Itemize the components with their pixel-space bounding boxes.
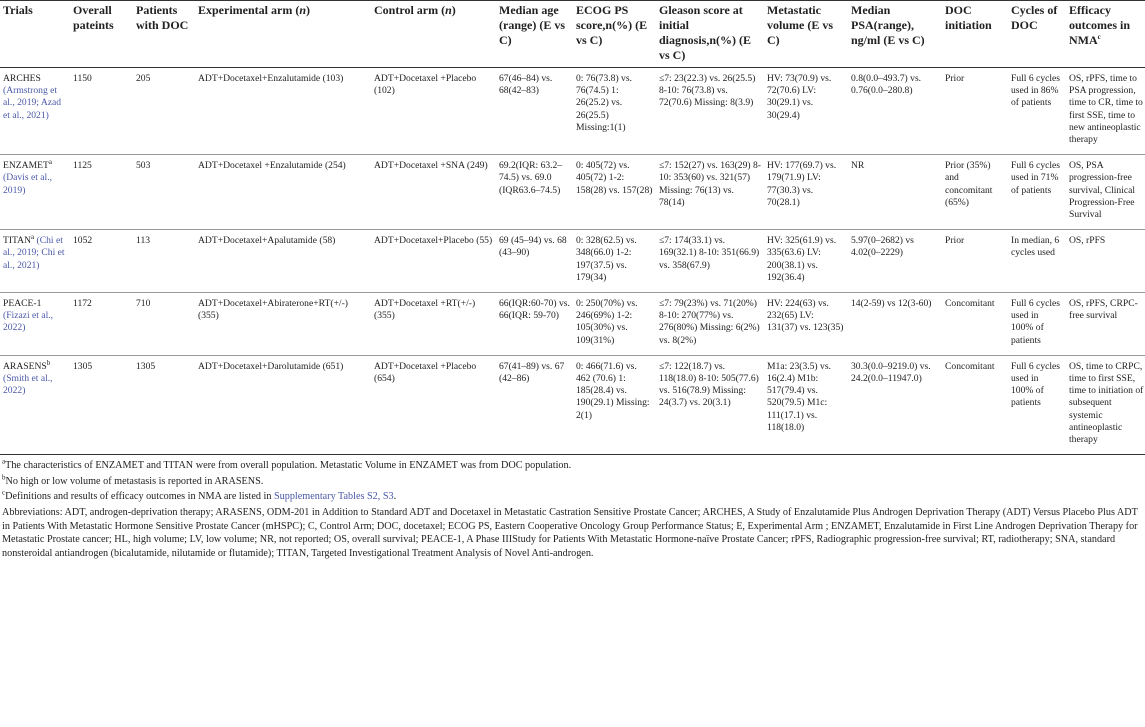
cell-age: 66(IQR:60-70) vs. 66(IQR: 59-70) xyxy=(499,298,570,322)
column-header xyxy=(573,1,656,68)
cell-cycles: Full 6 cycles used in 100% of patients xyxy=(1011,360,1061,409)
trial-name: PEACE-1 xyxy=(3,298,42,310)
cell-experimental: ADT+Docetaxel+Enzalutamide (103) xyxy=(198,73,344,84)
trial-cell xyxy=(0,155,70,230)
trial-name: TITAN xyxy=(3,235,32,247)
cell-with-doc: 710 xyxy=(136,298,151,310)
footnote-b-text: No high or low volume of metastasis is reported in ARASENS. xyxy=(5,475,264,487)
cell-initiation: Prior xyxy=(945,73,965,84)
footnote-a-marker: a xyxy=(2,457,6,466)
table-row xyxy=(0,355,1145,454)
cell-age: 67(46–84) vs. 68(42–83) xyxy=(499,73,553,97)
cell-volume: HV: 177(69.7) vs. 179(71.9) LV: 77(30.3) vs. 70(28.1) xyxy=(767,160,837,208)
cell-gleason: ≤7: 79(23%) vs. 71(20%) 8-10: 270(77%) vs. 276(80%) Missing: 6(2%) vs. 8(2%) xyxy=(659,298,760,346)
column-header xyxy=(70,1,133,68)
column-header-label: Patients with DOC xyxy=(136,3,189,32)
cell-with-doc: 1305 xyxy=(136,360,156,372)
cell-outcomes: OS, rPFS xyxy=(1069,235,1106,247)
trial-reference-link[interactable]: (Armstrong et al., 2019; Azad et al., 2021) xyxy=(3,85,62,121)
cell-overall: 1052 xyxy=(73,235,93,247)
cell-initiation: Concomitant xyxy=(945,360,995,372)
trial-name: ENZAMET xyxy=(3,160,49,172)
cell-overall: 1305 xyxy=(73,360,93,372)
cell-overall: 1172 xyxy=(73,298,92,310)
cell-psa: NR xyxy=(851,160,865,172)
cell-psa: 5.97(0–2682) vs 4.02(0–2229) xyxy=(851,235,914,259)
trial-name: ARASENS xyxy=(3,360,47,372)
supplementary-tables-link[interactable]: Supplementary Tables S2, S3 xyxy=(273,491,394,503)
footnote-b xyxy=(2,475,1143,489)
trial-cell xyxy=(0,355,70,454)
column-header xyxy=(656,1,764,68)
cell-control: ADT+Docetaxel +Placebo (654) xyxy=(374,360,477,385)
cell-cycles: Full 6 cycles used in 86% of patients xyxy=(1011,73,1061,109)
cell-psa: 30.3(0.0–9219.0) vs. 24.2(0.0–11947.0) xyxy=(851,360,931,385)
column-header-label: DOC initiation xyxy=(945,3,992,32)
cell-age: 67(41–89) vs. 67 (42–86) xyxy=(499,360,565,385)
column-header xyxy=(496,1,573,68)
trial-cell xyxy=(0,293,70,356)
cell-initiation: Prior xyxy=(945,235,965,247)
cell-age: 69.2(IQR: 63.2–74.5) vs. 69.0 (IQR63.6–74.5) xyxy=(499,160,563,196)
cell-volume: HV: 73(70.9) vs. 72(70.6) LV: 30(29.1) vs. 30(29.4) xyxy=(767,73,832,121)
column-header-label: Trials xyxy=(3,3,33,17)
trial-footnote-marker: b xyxy=(46,358,51,367)
abbreviations: Abbreviations: ADT, androgen-deprivation therapy; ARASENS, ODM-201 in Addition to Standard ADT and Docetaxel in Metastatic Castration Sensitive Prostate Cancer; ARCHES, A Study of Enzalutamide Plus Androgen Deprivation Therapy (ADT) Versus Placebo Plus ADT in Patients With Metastatic Hormone Sensitive Prostate Cancer (mHSPC); C, Control Arm; DOC, docetaxel; ECOG PS, Eastern Cooperative Oncology Group Performance Status; E, Experimental Arm ; ENZAMET, Enzalutamide in First Line Androgen Deprivation Therapy for Metastatic Prostate cancer; HL, high volume; LV, low volume; NR, not reported; OS, overall survival; PEACE-1, A Phase IIIStudy for Patients With Metastatic Hormone-naïve Prostate Cancer; rPFS, Radiographic progression-free survival; RT, radiotherapy; SNA, standard nonsteroidal antiandrogen (bicalutamide, nilutamide or flutamide); TITAN, Targeted Investigational Treatment Analysis of Novel Anti-androgen. xyxy=(2,507,1138,559)
cell-volume: M1a: 23(3.5) vs. 16(2.4) M1b: 517(79.4) vs. 520(79.5) M1c: 111(17.1) vs. 118(18.0) xyxy=(767,360,831,433)
cell-experimental: ADT+Docetaxel +Enzalutamide (254) xyxy=(198,160,346,172)
table-row xyxy=(0,230,1145,293)
column-header-label: Metastatic volume (E vs C) xyxy=(767,3,833,47)
footnote-c-text: Definitions and results of efficacy outcomes in NMA are listed in xyxy=(5,491,274,503)
cell-ecog: 0: 466(71.6) vs. 462 (70.6) 1: 185(28.4) vs. 190(29.1) Missing: 2(1) xyxy=(576,360,650,421)
column-header-label: Gleason score at initial diagnosis,n(%) (E vs C) xyxy=(659,3,752,62)
table-row xyxy=(0,155,1145,230)
column-header xyxy=(942,1,1008,68)
footnote-c xyxy=(2,490,1143,504)
trial-reference-link[interactable]: (Chi et al., 2019; Chi et al., 2021) xyxy=(3,235,65,271)
cell-control: ADT+Docetaxel +Placebo (102) xyxy=(374,73,477,97)
header-row xyxy=(0,1,1145,68)
column-header xyxy=(1008,1,1066,68)
cell-experimental: ADT+Docetaxel+Abiraterone+RT(+/-) (355) xyxy=(198,298,348,322)
column-header-label: Control arm xyxy=(374,3,439,17)
table-row xyxy=(0,68,1145,155)
column-header-sup: c xyxy=(1097,33,1101,41)
column-header-label: Efficacy outcomes in NMA xyxy=(1069,3,1130,47)
column-header xyxy=(133,1,195,68)
trial-cell xyxy=(0,68,70,155)
cell-with-doc: 503 xyxy=(136,160,151,172)
cell-gleason: ≤7: 122(18.7) vs. 118(18.0) 8-10: 505(77.6) vs. 516(78.9) Missing: 24(3.7) vs. 20(3.1) xyxy=(659,360,759,409)
table-footnotes xyxy=(0,455,1145,560)
cell-initiation: Concomitant xyxy=(945,298,995,310)
footnote-a xyxy=(2,459,1143,473)
cell-psa: 14(2-59) vs 12(3-60) xyxy=(851,298,932,310)
cell-with-doc: 113 xyxy=(136,235,151,247)
cell-cycles: In median, 6 cycles used xyxy=(1011,235,1060,259)
cell-gleason: ≤7: 152(27) vs. 163(29) 8-10: 353(60) vs. 321(57) Missing: 76(13) vs. 78(14) xyxy=(659,160,761,208)
footnote-c-marker: c xyxy=(2,489,6,498)
cell-cycles: Full 6 cycles used in 100% of patients xyxy=(1011,298,1061,346)
cell-gleason: ≤7: 23(22.3) vs. 26(25.5) 8-10: 76(73.8) vs. 72(70.6) Missing: 8(3.9) xyxy=(659,73,756,109)
cell-control: ADT+Docetaxel +RT(+/-) (355) xyxy=(374,298,476,322)
cell-volume: HV: 224(63) vs. 232(65) LV: 131(37) vs. 123(35) xyxy=(767,298,844,334)
cell-overall: 1125 xyxy=(73,160,92,172)
cell-outcomes: OS, rPFS, time to PSA progression, time to CR, time to first SSE, time to new antineoplastic therapy xyxy=(1069,73,1143,146)
footnote-a-text: The characteristics of ENZAMET and TITAN were from overall population. Metastatic Volume in ENZAMET was from DOC population. xyxy=(5,460,572,472)
trial-footnote-marker: a xyxy=(48,158,52,167)
cell-outcomes: OS, rPFS, CRPC-free survival xyxy=(1069,298,1138,322)
column-header-label: Cycles of DOC xyxy=(1011,3,1058,32)
cell-cycles: Full 6 cycles used in 71% of patients xyxy=(1011,160,1061,196)
cell-experimental: ADT+Docetaxel+Darolutamide (651) xyxy=(198,360,344,372)
trial-cell xyxy=(0,230,70,293)
cell-ecog: 0: 76(73.8) vs. 76(74.5) 1: 26(25.2) vs. 26(25.5) Missing:1(1) xyxy=(576,73,632,133)
trial-reference-link[interactable]: (Davis et al., 2019) xyxy=(3,172,53,196)
trial-name: ARCHES xyxy=(3,73,41,84)
cell-ecog: 0: 328(62.5) vs. 348(66.0) 1-2: 197(37.5) vs. 179(34) xyxy=(576,235,637,283)
column-header xyxy=(1066,1,1145,68)
table-row xyxy=(0,293,1145,356)
cell-initiation: Prior (35%) and concomitant (65%) xyxy=(945,160,993,208)
column-header xyxy=(0,1,70,68)
table-body xyxy=(0,68,1145,455)
column-header: Control arm (n) xyxy=(374,3,456,17)
cell-control: ADT+Docetaxel +SNA (249) xyxy=(374,160,488,172)
column-header-label: ECOG PS score,n(%) (E vs C) xyxy=(576,3,648,47)
column-header-italic: n xyxy=(445,3,452,17)
cell-ecog: 0: 250(70%) vs. 246(69%) 1-2: 105(30%) vs. 109(31%) xyxy=(576,298,638,346)
cell-overall: 1150 xyxy=(73,73,92,84)
cell-psa: 0.8(0.0–493.7) vs. 0.76(0.0–280.8) xyxy=(851,73,922,97)
footnote-c-end: . xyxy=(393,491,397,503)
column-header-label: Median age (range) (E vs C) xyxy=(499,3,565,47)
cell-experimental: ADT+Docetaxel+Apalutamide (58) xyxy=(198,235,336,247)
column-header: Experimental arm (n) xyxy=(198,3,310,17)
cell-outcomes: OS, PSA progression-free survival, Clinical Progression-Free Survival xyxy=(1069,160,1136,221)
cell-with-doc: 205 xyxy=(136,73,151,84)
column-header-label: Overall pateints xyxy=(73,3,114,32)
trial-reference-link[interactable]: (Fizazi et al., 2022) xyxy=(3,310,54,334)
trial-footnote-marker: a xyxy=(31,233,35,242)
column-header-label: Median PSA(range), ng/ml (E vs C) xyxy=(851,3,925,47)
column-header xyxy=(848,1,942,68)
column-header-label: Experimental arm xyxy=(198,3,293,17)
footnote-b-marker: b xyxy=(2,473,6,482)
cell-volume: HV: 325(61.9) vs. 335(63.6) LV: 200(38.1) vs. 192(36.4) xyxy=(767,235,837,283)
cell-control: ADT+Docetaxel+Placebo (55) xyxy=(374,235,493,247)
cell-gleason: ≤7: 174(33.1) vs. 169(32.1) 8-10: 351(66.9) vs. 358(67.9) xyxy=(659,235,760,271)
column-header xyxy=(764,1,848,68)
cell-outcomes: OS, time to CRPC, time to first SSE, time to initiation of subsequent systemic antineoplastic therapy xyxy=(1069,360,1144,446)
cell-ecog: 0: 405(72) vs. 405(72) 1-2: 158(28) vs. 157(28) xyxy=(576,160,653,196)
cell-age: 69 (45–94) vs. 68 (43–90) xyxy=(499,235,567,259)
column-header-italic: n xyxy=(299,3,306,17)
trial-reference-link[interactable]: (Smith et al., 2022) xyxy=(3,373,53,397)
